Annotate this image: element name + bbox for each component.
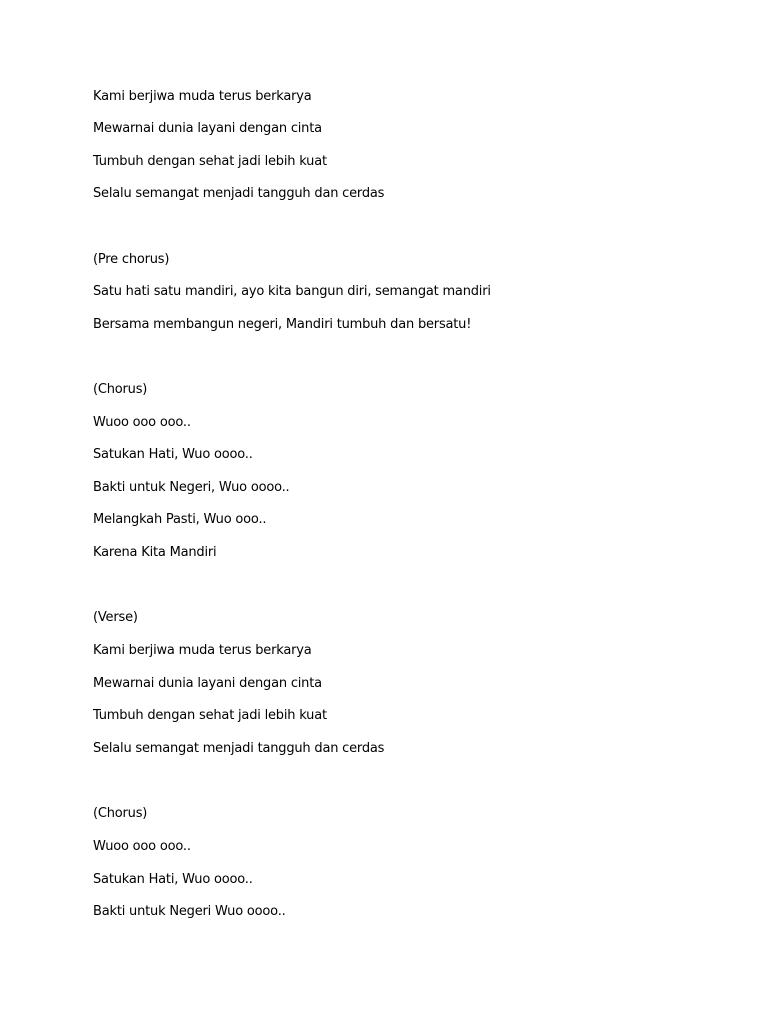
section-heading: (Chorus)	[93, 806, 148, 821]
lyric-line: Selalu semangat menjadi tangguh dan cerdas	[93, 186, 385, 201]
lyric-line: Bakti untuk Negeri Wuo oooo..	[93, 904, 286, 919]
lyric-line: Satukan Hati, Wuo oooo..	[93, 447, 253, 462]
lyric-line: Wuoo ooo ooo..	[93, 839, 191, 854]
lyric-line: Wuoo ooo ooo..	[93, 415, 191, 430]
lyric-line: Melangkah Pasti, Wuo ooo..	[93, 512, 267, 527]
lyric-line: Satukan Hati, Wuo oooo..	[93, 872, 253, 887]
lyric-line: Karena Kita Mandiri	[93, 545, 217, 560]
lyric-line: Satu hati satu mandiri, ayo kita bangun diri, semangat mandiri	[93, 284, 491, 299]
lyric-line: Kami berjiwa muda terus berkarya	[93, 89, 312, 104]
lyric-line: Bakti untuk Negeri, Wuo oooo..	[93, 480, 290, 495]
lyric-line: Tumbuh dengan sehat jadi lebih kuat	[93, 154, 327, 169]
lyric-line: Kami berjiwa muda terus berkarya	[93, 643, 312, 658]
lyric-line: Selalu semangat menjadi tangguh dan cerdas	[93, 741, 385, 756]
lyric-line: Bersama membangun negeri, Mandiri tumbuh dan bersatu!	[93, 317, 472, 332]
lyric-line: Mewarnai dunia layani dengan cinta	[93, 676, 322, 691]
lyric-line: Tumbuh dengan sehat jadi lebih kuat	[93, 708, 327, 723]
lyric-line: Mewarnai dunia layani dengan cinta	[93, 121, 322, 136]
section-heading: (Chorus)	[93, 382, 148, 397]
section-heading: (Pre chorus)	[93, 252, 170, 267]
section-heading: (Verse)	[93, 610, 138, 625]
